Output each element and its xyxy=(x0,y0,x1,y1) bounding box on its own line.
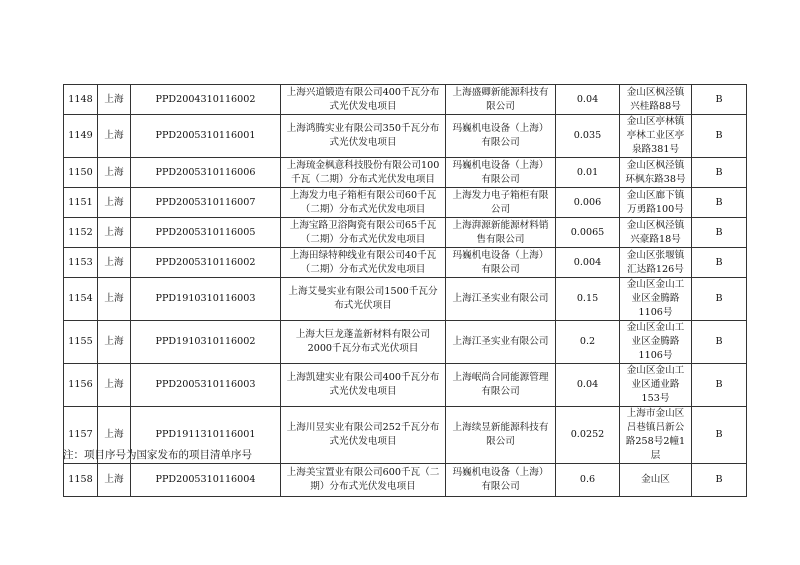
project-code-cell: PPD2005310116007 xyxy=(131,188,281,218)
province-cell: 上海 xyxy=(98,278,131,321)
row-number-cell: 1157 xyxy=(64,407,98,464)
table-row xyxy=(64,188,747,218)
project-name-cell: 上海兴道锻造有限公司400千瓦分布式光伏发电项目 xyxy=(281,85,446,115)
project-code-cell: PPD2005310116001 xyxy=(131,115,281,158)
address-cell: 上海市金山区吕巷镇吕新公路258号2幢1层 xyxy=(620,407,692,464)
province-cell: 上海 xyxy=(98,364,131,407)
project-code-cell: PPD1911310116001 xyxy=(131,407,281,464)
province-cell: 上海 xyxy=(98,407,131,464)
type-cell: B xyxy=(692,278,747,321)
table-row xyxy=(64,85,747,115)
table-row xyxy=(64,248,747,278)
capacity-cell: 0.04 xyxy=(556,364,620,407)
capacity-cell: 0.2 xyxy=(556,321,620,364)
type-cell: B xyxy=(692,158,747,188)
investor-cell: 上海江圣实业有限公司 xyxy=(446,278,556,321)
table-row xyxy=(64,278,747,321)
capacity-cell: 0.04 xyxy=(556,85,620,115)
project-name-cell: 上海凯建实业有限公司400千瓦分布式光伏发电项目 xyxy=(281,364,446,407)
type-cell: B xyxy=(692,364,747,407)
investor-cell: 上海江圣实业有限公司 xyxy=(446,321,556,364)
province-cell: 上海 xyxy=(98,218,131,248)
investor-cell: 玛巍机电设备（上海）有限公司 xyxy=(446,158,556,188)
capacity-cell: 0.006 xyxy=(556,188,620,218)
investor-cell: 上海岷尚合同能源管理有限公司 xyxy=(446,364,556,407)
row-number-cell: 1155 xyxy=(64,321,98,364)
province-cell: 上海 xyxy=(98,188,131,218)
row-number-cell: 1158 xyxy=(64,464,98,497)
address-cell: 金山区枫泾镇兴桂路88号 xyxy=(620,85,692,115)
project-code-cell: PPD2005310116003 xyxy=(131,364,281,407)
capacity-cell: 0.004 xyxy=(556,248,620,278)
capacity-cell: 0.01 xyxy=(556,158,620,188)
investor-cell: 上海发力电子箱柜有限公司 xyxy=(446,188,556,218)
table-row xyxy=(64,115,747,158)
project-code-cell: PPD2005310116005 xyxy=(131,218,281,248)
table-row xyxy=(64,321,747,364)
row-number-cell: 1148 xyxy=(64,85,98,115)
project-code-cell: PPD2004310116002 xyxy=(131,85,281,115)
project-code-cell: PPD2005310116004 xyxy=(131,464,281,497)
investor-cell: 玛巍机电设备（上海）有限公司 xyxy=(446,248,556,278)
project-name-cell: 上海川昱实业有限公司252千瓦分布式光伏发电项目 xyxy=(281,407,446,464)
row-number-cell: 1149 xyxy=(64,115,98,158)
address-cell: 金山区张堰镇汇达路126号 xyxy=(620,248,692,278)
row-number-cell: 1153 xyxy=(64,248,98,278)
project-name-cell: 上海田绿特种线业有限公司40千瓦（二期）分布式光伏发电项目 xyxy=(281,248,446,278)
investor-cell: 玛巍机电设备（上海）有限公司 xyxy=(446,115,556,158)
type-cell: B xyxy=(692,248,747,278)
investor-cell: 上海续昱新能源科技有限公司 xyxy=(446,407,556,464)
type-cell: B xyxy=(692,85,747,115)
project-code-cell: PPD1910310116002 xyxy=(131,321,281,364)
row-number-cell: 1150 xyxy=(64,158,98,188)
address-cell: 金山区金山工业区金腾路1106号 xyxy=(620,321,692,364)
row-number-cell: 1156 xyxy=(64,364,98,407)
capacity-cell: 0.15 xyxy=(556,278,620,321)
address-cell: 金山区枫泾镇兴豪路18号 xyxy=(620,218,692,248)
type-cell: B xyxy=(692,115,747,158)
province-cell: 上海 xyxy=(98,115,131,158)
table-row xyxy=(64,218,747,248)
capacity-cell: 0.0252 xyxy=(556,407,620,464)
type-cell: B xyxy=(692,464,747,497)
investor-cell: 玛巍机电设备（上海）有限公司 xyxy=(446,464,556,497)
capacity-cell: 0.6 xyxy=(556,464,620,497)
province-cell: 上海 xyxy=(98,85,131,115)
project-code-cell: PPD2005310116002 xyxy=(131,248,281,278)
row-number-cell: 1151 xyxy=(64,188,98,218)
address-cell: 金山区亭林镇亭林工业区亭泉路381号 xyxy=(620,115,692,158)
type-cell: B xyxy=(692,218,747,248)
address-cell: 金山区金山工业区金腾路1106号 xyxy=(620,278,692,321)
address-cell: 金山区廊下镇万勇路100号 xyxy=(620,188,692,218)
address-cell: 金山区金山工业区通业路153号 xyxy=(620,364,692,407)
project-name-cell: 上海美宝置业有限公司600千瓦（二期）分布式光伏发电项目 xyxy=(281,464,446,497)
project-code-cell: PPD1910310116003 xyxy=(131,278,281,321)
investor-cell: 上海湃源新能源材料销售有限公司 xyxy=(446,218,556,248)
address-cell: 金山区枫泾镇环枫东路38号 xyxy=(620,158,692,188)
footnote: 注：项目序号为国家发布的项目清单序号 xyxy=(63,449,252,461)
table-row xyxy=(64,158,747,188)
row-number-cell: 1152 xyxy=(64,218,98,248)
table-body xyxy=(64,85,747,497)
table-row xyxy=(64,464,747,497)
province-cell: 上海 xyxy=(98,464,131,497)
province-cell: 上海 xyxy=(98,158,131,188)
address-cell: 金山区 xyxy=(620,464,692,497)
capacity-cell: 0.035 xyxy=(556,115,620,158)
project-name-cell: 上海宝路卫浴陶瓷有限公司65千瓦（二期）分布式光伏发电项目 xyxy=(281,218,446,248)
project-code-cell: PPD2005310116006 xyxy=(131,158,281,188)
project-name-cell: 上海大巨龙蓬盖新材料有限公司2000千瓦分布式光伏项目 xyxy=(281,321,446,364)
project-table xyxy=(63,84,747,497)
project-name-cell: 上海琉金枫意科技股份有限公司100千瓦（二期）分布式光伏发电项目 xyxy=(281,158,446,188)
province-cell: 上海 xyxy=(98,321,131,364)
type-cell: B xyxy=(692,321,747,364)
type-cell: B xyxy=(692,407,747,464)
project-name-cell: 上海发力电子箱柜有限公司60千瓦（二期）分布式光伏发电项目 xyxy=(281,188,446,218)
project-name-cell: 上海艾曼实业有限公司1500千瓦分布式光伏项目 xyxy=(281,278,446,321)
province-cell: 上海 xyxy=(98,248,131,278)
row-number-cell: 1154 xyxy=(64,278,98,321)
project-name-cell: 上海鸿腾实业有限公司350千瓦分布式光伏发电项目 xyxy=(281,115,446,158)
table-row xyxy=(64,364,747,407)
capacity-cell: 0.0065 xyxy=(556,218,620,248)
investor-cell: 上海盛卿新能源科技有限公司 xyxy=(446,85,556,115)
type-cell: B xyxy=(692,188,747,218)
